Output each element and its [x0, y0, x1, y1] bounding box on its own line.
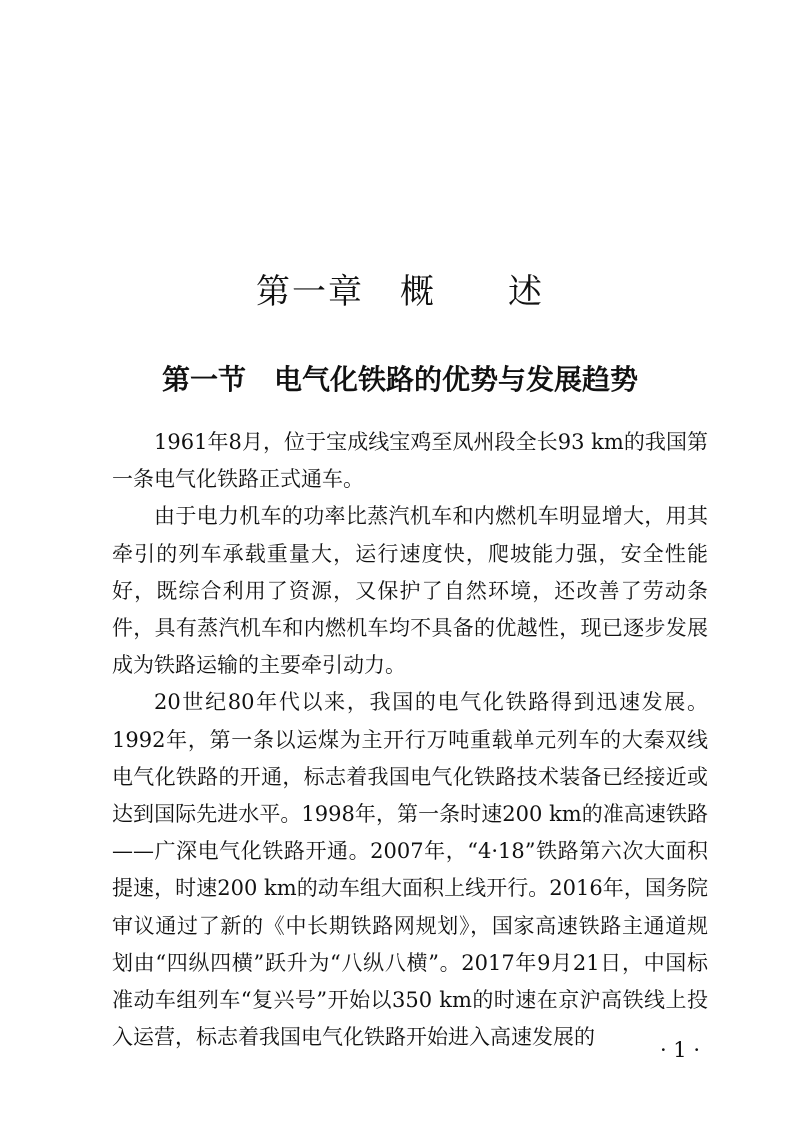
body-text — [112, 424, 708, 1056]
chapter-title: 第一章 概 述 — [256, 272, 544, 312]
paragraph-first-railway: 1961年8月，位于宝成线宝鸡至凤州段全长93 km的我国第一条电气化铁路正式通车。 — [112, 430, 708, 492]
paragraph-electric-advantages: 由于电力机车的功率比蒸汽机车和内燃机车明显增大，用其牵引的列车承载重量大，运行速度快，爬坡能力强，安全性能好，既综合利用了资源，又保护了自然环境，还改善了劳动条件，具有蒸汽机车和内燃机车均不具备的优越性，现已逐步发展成为铁路运输的主要牵引动力。 — [112, 504, 708, 678]
paragraph-development-history: 20世纪80年代以来，我国的电气化铁路得到迅速发展。1992年，第一条以运煤为主开行万吨重载单元列车的大秦双线电气化铁路的开通，标志着我国电气化铁路技术装备已经接近或达到国际先进水平。1998年，第一条时速200 km的准高速铁路——广深电气化铁路开通。2007年，“4·18”铁路第六次大面积提速，时速200 km的动车组大面积上线开行。2016年，国务院审议通过了新的《中长期铁路网规划》，国家高速铁路主通道规划由“四纵四横”跃升为“八纵八横”。2017年9月21日，中国标准动车组列车“复兴号”开始以350 km的时速在京沪高铁线上投入运营，标志着我国电气化铁路开始进入高速发展的 — [112, 690, 708, 1050]
page-number: · 1 · — [659, 1038, 700, 1062]
section-title: 第一节 电气化铁路的优势与发展趋势 — [161, 363, 638, 396]
